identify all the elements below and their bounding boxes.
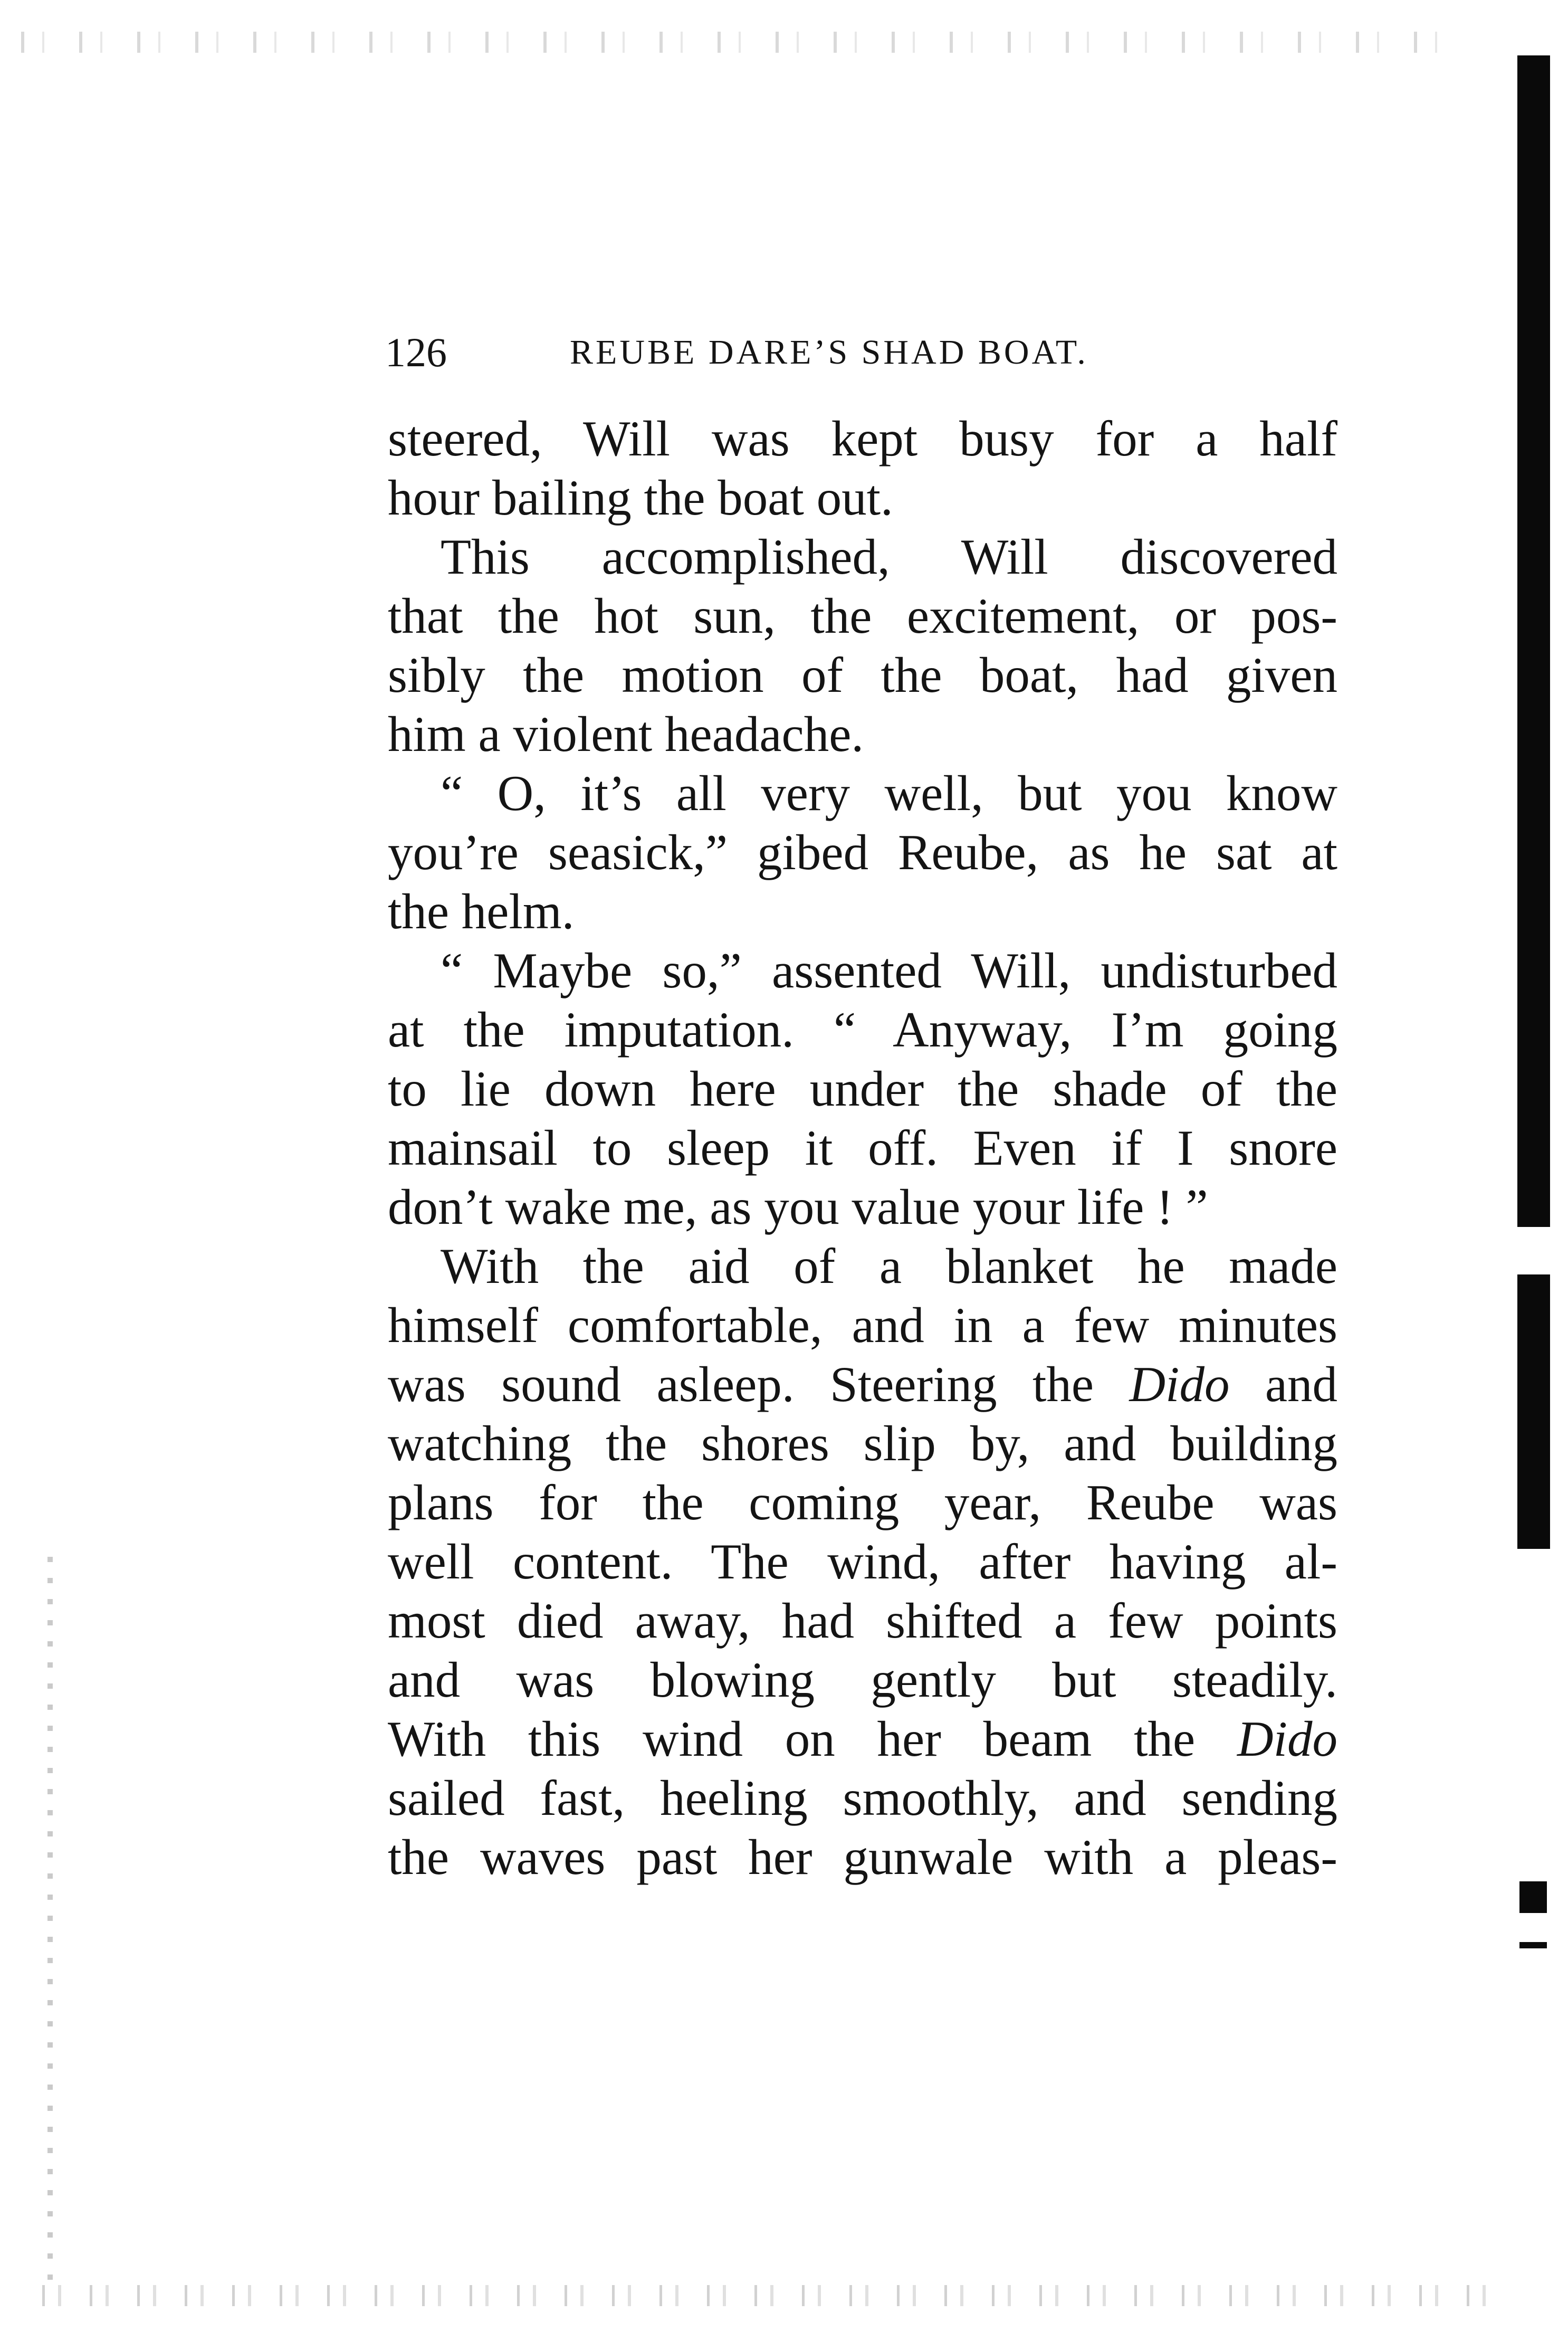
scan-noise-left (47, 1557, 53, 2285)
text-line (388, 1355, 1337, 1414)
text-line: well content. The wind, after having al- (388, 1534, 1337, 1590)
text-segment: With this wind on her beam the (388, 1711, 1237, 1767)
running-head (385, 326, 1361, 379)
text-segment: was sound asleep. Steering the (388, 1356, 1130, 1412)
text-line: hour bailing the boat out. (388, 470, 893, 526)
text-line: you’re seasick,” gibed Reube, as he sat at (388, 824, 1337, 880)
text-line: sibly the motion of the boat, had given (388, 647, 1337, 703)
scan-edge-mark (1517, 55, 1550, 1227)
text-line: With the aid of a blanket he made (441, 1238, 1337, 1294)
scan-edge-mark (1517, 1274, 1550, 1549)
text-line: the helm. (388, 883, 575, 939)
text-line: the waves past her gunwale with a pleas- (388, 1829, 1337, 1885)
text-line: “ Maybe so,” assented Will, undisturbed (441, 943, 1337, 998)
running-title: REUBE DARE’S SHAD BOAT. (570, 333, 1088, 372)
body-text (388, 409, 1337, 1887)
text-line (388, 1709, 1337, 1768)
text-line: mainsail to sleep it off. Even if I snore (388, 1120, 1337, 1176)
text-line: most died away, had shifted a few points (388, 1593, 1337, 1649)
boat-name: Dido (1237, 1711, 1337, 1767)
text-line: to lie down here under the shade of the (388, 1061, 1337, 1117)
text-line: and was blowing gently but steadily. (388, 1652, 1337, 1708)
text-line: that the hot sun, the excitement, or pos- (388, 588, 1337, 644)
text-line: plans for the coming year, Reube was (388, 1474, 1337, 1530)
text-line: himself comfortable, and in a few minutes (388, 1297, 1337, 1353)
page-number: 126 (385, 329, 447, 375)
text-line: “ O, it’s all very well, but you know (441, 765, 1337, 821)
text-segment: and (1229, 1356, 1337, 1412)
text-line: steered, Will was kept busy for a half (388, 411, 1337, 467)
text-line: at the imputation. “ Anyway, I’m going (388, 1002, 1337, 1058)
scan-noise-top (21, 32, 1446, 53)
scan-edge-mark (1519, 1942, 1547, 1948)
boat-name: Dido (1129, 1356, 1230, 1412)
text-line: don’t wake me, as you value your life ! ” (388, 1179, 1208, 1235)
text-line: This accomplished, Will discovered (441, 529, 1337, 585)
text-line: sailed fast, heeling smoothly, and sending (388, 1770, 1337, 1826)
scan-edge-mark (1519, 1881, 1547, 1913)
text-line: him a violent headache. (388, 706, 864, 762)
text-line: watching the shores slip by, and building (388, 1415, 1337, 1471)
scan-noise-bottom (42, 2285, 1509, 2306)
